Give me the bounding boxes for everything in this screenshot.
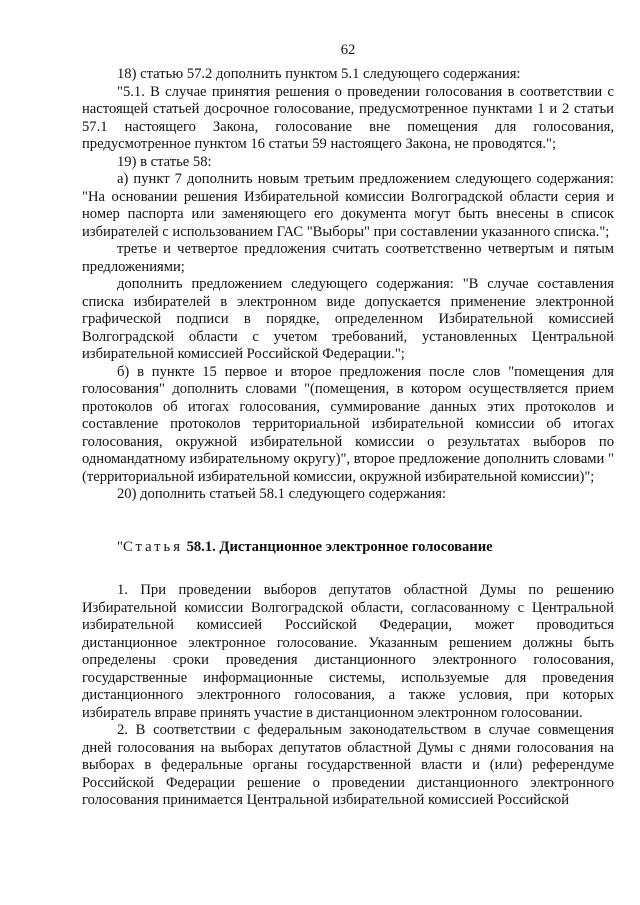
paragraph-subitem-a: а) пункт 7 дополнить новым третьим предложением следующего содержания: "На основании решения Избирательной комиссии Волгоградской области серия и номер паспорта или заменяющего его документа могут быть внесены в список избирателей с использованием ГАС "Выборы" при составлении указанного списка.";	[82, 171, 614, 240]
article-heading	[82, 539, 614, 557]
article-title: 58.1. Дистанционное электронное голосование	[186, 538, 493, 555]
document-body	[82, 66, 614, 810]
article-word: Статья	[122, 538, 183, 555]
paragraph-add-sentence: дополнить предложением следующего содержания: "В случае составления списка избирателей в электронном виде допускается применение электронной графической подписи в порядке, определенном Избирательной комиссией Волгоградской области с учетом требований, установленных Центральной избирательной комиссией Российской Федерации.";	[82, 276, 614, 362]
paragraph-article-point-2: 2. В соответствии с федеральным законодательством в случае совмещения дней голосования на выборах депутатов областной Думы с днями голосования на выборах в федеральные органы государственной власти и (или) референдуме Российской Федерации решение о проведении дистанционного электронного голосования принимается Центральной избирательной комиссией Российской	[82, 722, 614, 808]
paragraph-item-20: 20) дополнить статьей 58.1 следующего содержания:	[117, 486, 447, 502]
page-number: 62	[340, 42, 356, 58]
paragraph-item-18: 18) статью 57.2 дополнить пунктом 5.1 следующего содержания:	[117, 66, 521, 82]
article-quote: "	[117, 538, 123, 555]
paragraph-article-point-1: 1. При проведении выборов депутатов областной Думы по решению Избирательной комиссии Волгоградской области, согласованному с Центральной избирательной комиссией Российской Федерации, может проводиться дистанционное электронное голосование. Указанным решением должны быть определены сроки проведения дистанционного электронного голосования, государственные информационные системы, используемые для проведения дистанционного электронного голосования, а также условия, при которых избиратель вправе принять участие в дистанционном электронном голосовании.	[82, 582, 614, 721]
paragraph-renumber: третье и четвертое предложения считать соответственно четвертым и пятым предложениями;	[82, 241, 614, 275]
paragraph-item-19: 19) в статье 58:	[117, 153, 212, 170]
paragraph-subitem-b: б) в пункте 15 первое и второе предложения после слов "помещения для голосования" дополнить словами "(помещения, в котором осуществляется прием протоколов об итогах голосования, суммирование данных этих протоколов и составление протоколов территориальной избирательной комиссии об итогах голосования, окружной избирательной комиссии о результатах выборов по одномандатному избирательному округу)", второе предложение дополнить словами "(территориальной избирательной комиссии, окружной избирательной комиссии)";	[82, 363, 614, 485]
paragraph-quote-5-1: "5.1. В случае принятия решения о проведении голосования в соответствии с настоящей статьей досрочное голосование, предусмотренное пунктами 1 и 2 статьи 57.1 настоящего Закона, голосование вне помещения для голосования, предусмотренное пунктом 16 статьи 59 настоящего Закона, не проводятся.";	[82, 83, 614, 152]
